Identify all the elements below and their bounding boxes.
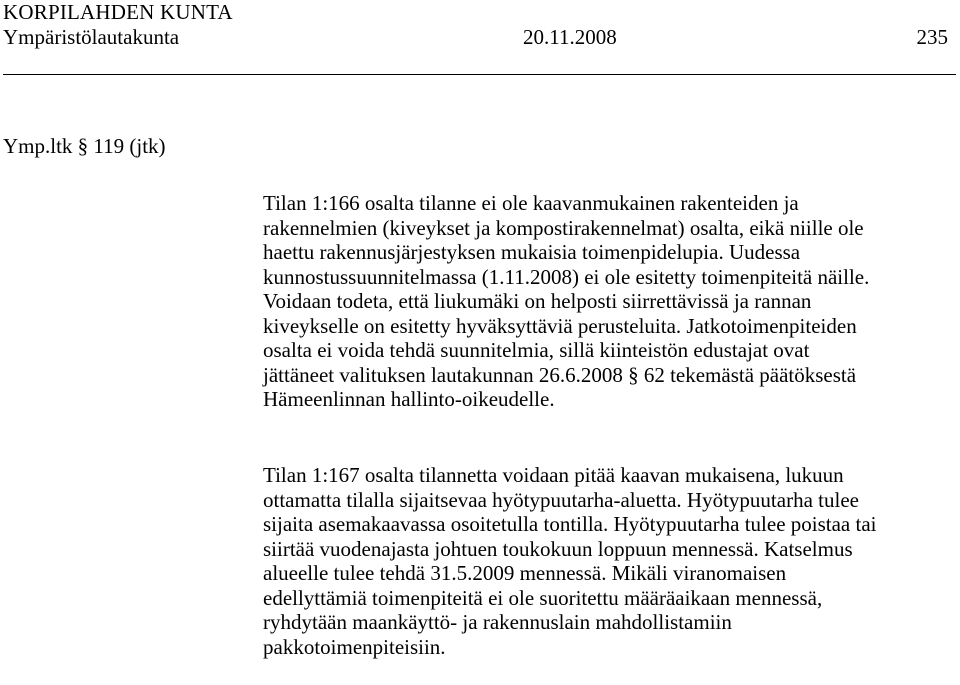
- header-divider: [3, 74, 956, 75]
- paragraph-line: Tilan 1:166 osalta tilanne ei ole kaavanmukainen rakenteiden ja: [263, 191, 799, 215]
- paragraph-line: siirtää vuodenajasta johtuen toukokuun loppuun mennessä. Katselmus: [263, 536, 853, 561]
- meeting-date: 20.11.2008: [523, 25, 617, 49]
- paragraph-line: pakkotoimenpiteisiin.: [263, 634, 446, 659]
- paragraph-line: ryhdytään maankäyttö- ja rakennuslain mahdollistamiin: [263, 610, 732, 634]
- paragraph-line: Tilan 1:167 osalta tilannetta voidaan pitää kaavan mukaisena, lukuun: [263, 463, 844, 487]
- paragraph-line: kunnostussuunnitelmassa (1.11.2008) ei ole esitetty toimenpiteitä näille.: [263, 264, 870, 289]
- paragraph-line: ottamatta tilalla sijaitsevaa hyötypuutarha-aluetta. Hyötypuutarha tulee: [263, 487, 859, 512]
- paragraph-line: Hämeenlinnan hallinto-oikeudelle.: [263, 387, 555, 411]
- committee-name: Ympäristölautakunta: [3, 25, 180, 49]
- paragraph-line: jättäneet valituksen lautakunnan 26.6.2008 § 62 tekemästä päätöksestä: [263, 362, 857, 387]
- organization-name: KORPILAHDEN KUNTA: [3, 0, 233, 24]
- paragraph-tila-1-166: [263, 191, 960, 412]
- paragraph-line: sijaita asemakaavassa osoitetulla tontilla. Hyötypuutarha tulee poistaa tai: [263, 512, 877, 536]
- paragraph-line: rakennelmien (kiveykset ja kompostirakennelmat) osalta, eikä niille ole: [263, 215, 864, 240]
- section-reference: Ymp.ltk § 119 (jtk): [3, 134, 166, 158]
- paragraph-line: kiveykselle on esitetty hyväksyttäviä perusteluita. Jatkotoimenpiteiden: [263, 313, 857, 338]
- paragraph-tila-1-167: [263, 463, 960, 659]
- paragraph-line: haettu rakennusjärjestyksen mukaisia toimenpidelupia. Uudessa: [263, 240, 801, 264]
- document-header: [3, 24, 948, 50]
- page-number: 235: [916, 25, 948, 49]
- paragraph-line: alueelle tulee tehdä 31.5.2009 mennessä. Mikäli viranomaisen: [263, 561, 787, 585]
- paragraph-line: Voidaan todeta, että liukumäki on helposti siirrettävissä ja rannan: [263, 289, 812, 313]
- paragraph-line: osalta ei voida tehdä suunnitelmia, sillä kiinteistön edustajat ovat: [263, 338, 810, 362]
- paragraph-line: edellyttämiä toimenpiteitä ei ole suoritettu määräaikaan mennessä,: [263, 585, 823, 610]
